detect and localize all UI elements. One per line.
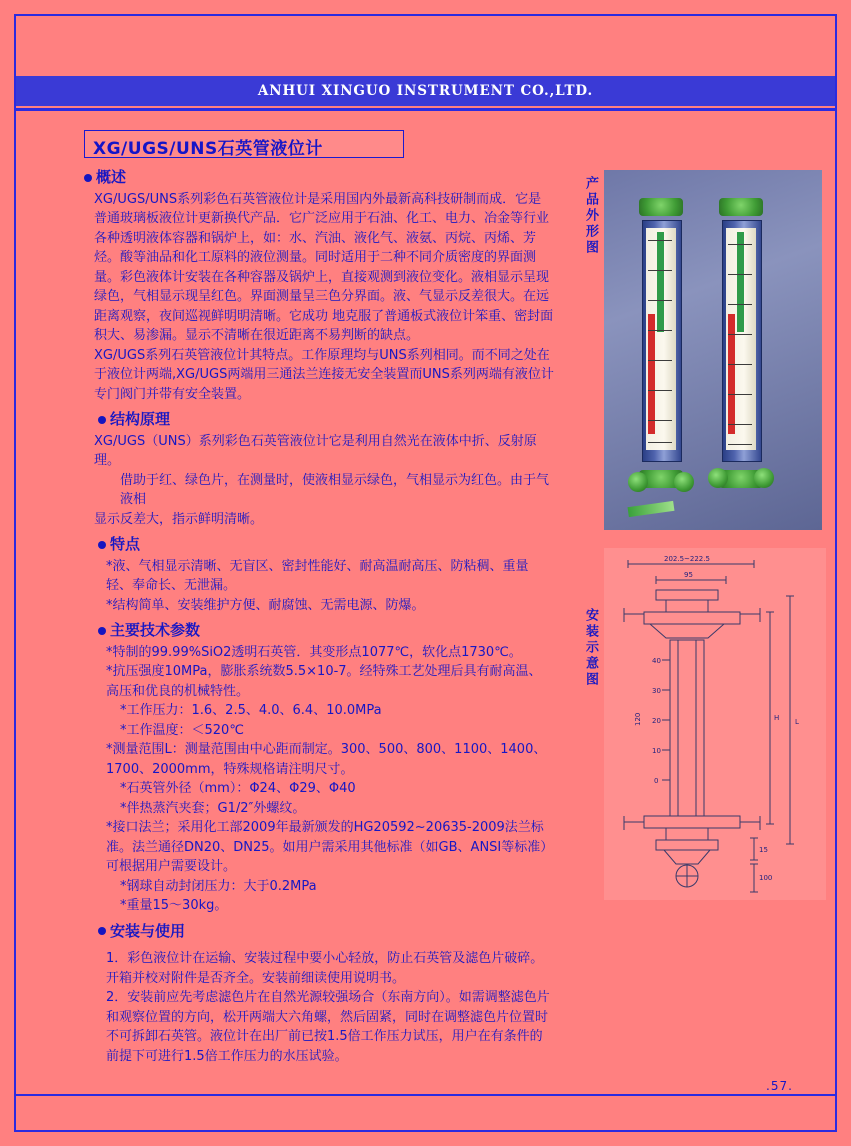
drawing-svg	[604, 548, 826, 900]
gauge-ticks	[726, 230, 756, 448]
spec-item-8: *接口法兰；采用化工部2009年最新颁发的HG20592~20635-2009法兰标准。法兰通径DN20、DN25。如用户需采用其他标准（如GB、ANSI等标准）可根据用户需要设计。	[106, 820, 554, 874]
dim-h-label: H	[774, 714, 780, 722]
feature-item-2: *结构简单、安装维护方便、耐腐蚀、无需电源、防爆。	[106, 597, 425, 613]
level-gauge-right	[714, 194, 768, 494]
tick-40: 40	[652, 657, 661, 665]
company-header-bar	[16, 76, 835, 106]
overview-paragraph-1: XG/UGS/UNS系列彩色石英管液位计是采用国内外最新高科技研制而成．它是普通玻璃板液位计更新换代产品．它广泛应用于石油、化工、电力、冶金等行业各种透明液体容器和锅炉上，如：水、汽油、液化气、液氨、丙烷、丙烯、芳烃。酸等油品和化工原料的液位测量。同时适用于二种不同介质密度的界面测量。彩色液体计安装在各种容器及锅炉上，直接观测到液位变化。液相显示呈现绿色，气相显示现呈红色。界面测量呈三色分界面。液、气显示反差很大。在远距离观察，夜间巡视鲜明明清晰。它成功 地克服了普通板式液位计笨重、密封面积大、易渗漏。显示不清晰在很近距离不易判断的缺点。	[94, 191, 554, 343]
valve-icon	[754, 468, 774, 488]
install-heading-label: 安装与使用	[110, 921, 186, 940]
valve-icon	[708, 468, 728, 488]
spec-item-10: *重量15～30kg。	[120, 898, 228, 913]
specs-heading-label: 主要技术参数	[110, 621, 201, 639]
bullet-icon	[98, 627, 106, 635]
section-heading-overview	[84, 168, 554, 188]
feature-item-1: *液、气相显示清晰、无盲区、密封性能好、耐高温耐高压、防粘稠、重量轻、奉命长、无泄漏。	[106, 558, 529, 593]
dim-95-label: 95	[684, 571, 693, 579]
bullet-icon	[98, 927, 106, 935]
company-name: ANHUI XINGUO INSTRUMENT CO.,LTD.	[257, 83, 594, 99]
page-number: .57.	[766, 1079, 793, 1093]
spec-item-3: *工作压力：1.6、2.5、4.0、6.4、10.0MPa	[120, 703, 382, 718]
spec-item-4: *工作温度：＜520℃	[120, 722, 244, 738]
left-text-column	[84, 162, 554, 1066]
section-heading-principle	[84, 410, 554, 430]
section-heading-specs	[84, 621, 554, 641]
dim-120-label: 120	[634, 712, 642, 726]
bullet-icon	[98, 541, 106, 549]
bullet-icon	[98, 416, 106, 424]
caption-product-photo: 产品外形图	[583, 176, 598, 256]
tick-0: 0	[654, 777, 659, 785]
principle-paragraph-2: 借助于红、绿色片，在测量时，使液相显示绿色，气相显示为红色。由于气液相	[120, 472, 550, 507]
principle-paragraph-3: 显示反差大，指示鲜明清晰。	[94, 511, 264, 527]
spec-item-9: *钢球自动封闭压力：大于0.2MPa	[120, 878, 317, 894]
header-underline	[16, 108, 835, 111]
valve-icon	[674, 472, 694, 492]
installation-drawing	[604, 548, 826, 900]
flange-icon	[719, 198, 763, 216]
gauge-ticks	[646, 230, 676, 448]
level-gauge-left	[634, 194, 688, 494]
overview-paragraph-2: XG/UGS系列石英管液位计其特点。工作原理均与UNS系列相同。而不同之处在于液位计两端,XG/UGS两端用三通法兰连接无安全装置而UNS系列两端有液位计专门阀门并带有安全装置。	[94, 347, 554, 402]
install-item-1: 1．彩色液位计在运输、安装过程中要小心轻放，防止石英管及滤色片破碎。开箱并校对附件是否齐全。安装前细读使用说明书。	[106, 951, 544, 986]
dim-15-label: 15	[759, 846, 768, 854]
spec-item-5: *测量范围L：测量范围由中心距而制定。300、500、800、1100、1400、1700、2000mm，特殊规格请注明尺寸。	[106, 742, 547, 777]
principle-heading-label: 结构原理	[110, 410, 171, 428]
tick-30: 30	[652, 687, 661, 695]
principle-paragraph-1: XG/UGS（UNS）系列彩色石英管液位计它是利用自然光在液体中折、反射原理。	[94, 433, 537, 468]
install-item-2: 2．安装前应先考虑滤色片在自然光源较强场合（东南方向）。如需调整滤色片和观察位置的方向，松开两端大六角螺，然后固紧，同时在调整滤色片位置时不可拆卸石英管。液位计在出厂前已按1.5倍工作压力试压，用户在有条件的前提下可进行1.5倍工作压力的水压试验。	[106, 990, 550, 1064]
dim-top-label: 202.5~222.5	[664, 555, 710, 563]
section-heading-install	[84, 922, 554, 942]
dim-l-label: L	[795, 718, 799, 726]
section-heading-features	[84, 535, 554, 555]
spec-item-1: *特制的99.99%SiO2透明石英管．其变形点1077℃，软化点1730℃。	[106, 644, 522, 660]
tick-10: 10	[652, 747, 661, 755]
spec-item-2: *抗压强度10MPa，膨胀系统数5.5×10-7。经特殊工艺处理后具有耐高温、高压和优良的机械特性。	[106, 664, 542, 699]
nozzle-icon	[628, 501, 675, 517]
page-title: XG/UGS/UNS石英管液位计	[93, 139, 323, 159]
tick-20: 20	[652, 717, 661, 725]
overview-heading-label: 概述	[96, 168, 127, 186]
footer-rule	[16, 1094, 835, 1096]
dim-100-label: 100	[759, 874, 773, 882]
caption-install-drawing: 安装示意图	[583, 608, 598, 688]
features-heading-label: 特点	[110, 535, 141, 553]
spec-item-7: *伴热蒸汽夹套；G1/2″外螺纹。	[120, 800, 306, 816]
valve-icon	[628, 472, 648, 492]
spec-item-6: *石英管外径（mm）：Φ24、Φ29、Φ40	[120, 781, 356, 796]
bullet-icon	[84, 174, 92, 182]
flange-icon	[639, 198, 683, 216]
product-title-box	[84, 130, 404, 158]
product-photo	[604, 170, 822, 530]
